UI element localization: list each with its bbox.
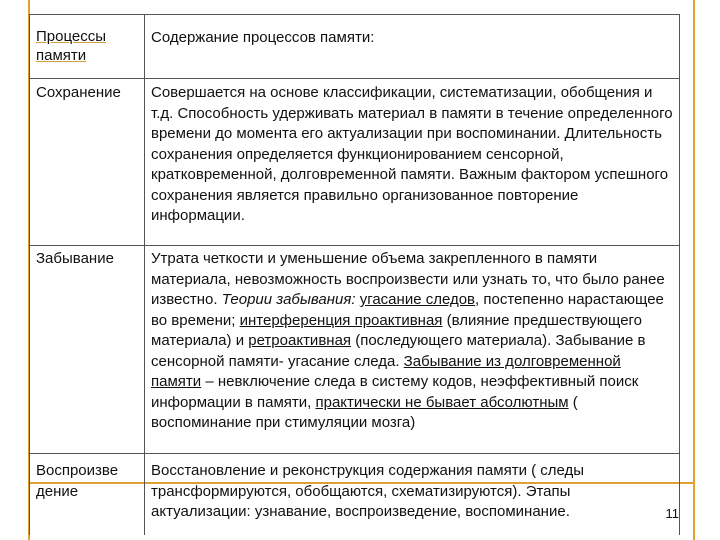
forgetting-text-5: – невключение следа в систему кодов, неэффективный поиск информации в памяти, [151, 373, 639, 411]
header-processes-cell [30, 15, 145, 79]
process-name-forgetting: Забывание [30, 246, 145, 454]
forgetting-text-1: Утрата четкости и уменьшение объема закрепленного в памяти материала, невозможность воспроизвести или узнать то, что было ранее известно. [151, 250, 665, 308]
forgetting-text-2: , постепенно нарастающее во времени; [151, 291, 664, 329]
forgetting-theories-label: Теории забывания: [221, 291, 356, 308]
memory-processes-table [29, 14, 680, 535]
table-row-preservation [30, 79, 680, 246]
table-header-row [30, 15, 680, 79]
forgetting-interference-link[interactable]: интерференция проактивная [239, 311, 443, 329]
process-desc-forgetting [145, 246, 680, 454]
header-processes-label[interactable]: Процессы памяти [36, 28, 107, 64]
process-desc-reproduction: Восстановление и реконструкция содержания памяти ( следы трансформируются, обобщаются, схематизируются). Этапы актуализации: узнавание, воспроизведение, воспоминание. [145, 454, 680, 536]
process-desc-preservation: Совершается на основе классификации, систематизации, обобщения и т.д. Способность удерживать материал в памяти в течение определенного времени до момента его актуализации при воспоминании. Длительность сохранения определяется функционированием сенсорной, кратковременной, долговременной памяти. Важным фактором успешного сохранения является правильно организованное повторение информации. [145, 79, 680, 246]
slide-right-guide-line [693, 0, 695, 540]
forgetting-decay-link[interactable]: угасание следов [359, 291, 476, 308]
table-row-forgetting [30, 246, 680, 454]
forgetting-text-4: (последующего материала). Забывание в сенсорной памяти- угасание следа. [151, 332, 646, 370]
forgetting-text-6: ( воспоминание при стимуляции мозга) [151, 393, 578, 431]
forgetting-practically-link[interactable]: практически не бывает абсолютным [315, 393, 569, 411]
table-row-reproduction [30, 454, 680, 536]
process-name-preservation: Сохранение [30, 79, 145, 246]
forgetting-retroactive-link[interactable]: ретроактивная [248, 332, 352, 349]
forgetting-text-3: (влияние предшествующего материала) и [151, 311, 643, 349]
page-number: 11 [665, 506, 679, 521]
forgetting-ltm-link[interactable]: Забывание из долговременной памяти [151, 352, 621, 390]
header-content-cell: Содержание процессов памяти: [145, 15, 680, 79]
process-name-reproduction: Воспроизве дение [30, 454, 145, 536]
